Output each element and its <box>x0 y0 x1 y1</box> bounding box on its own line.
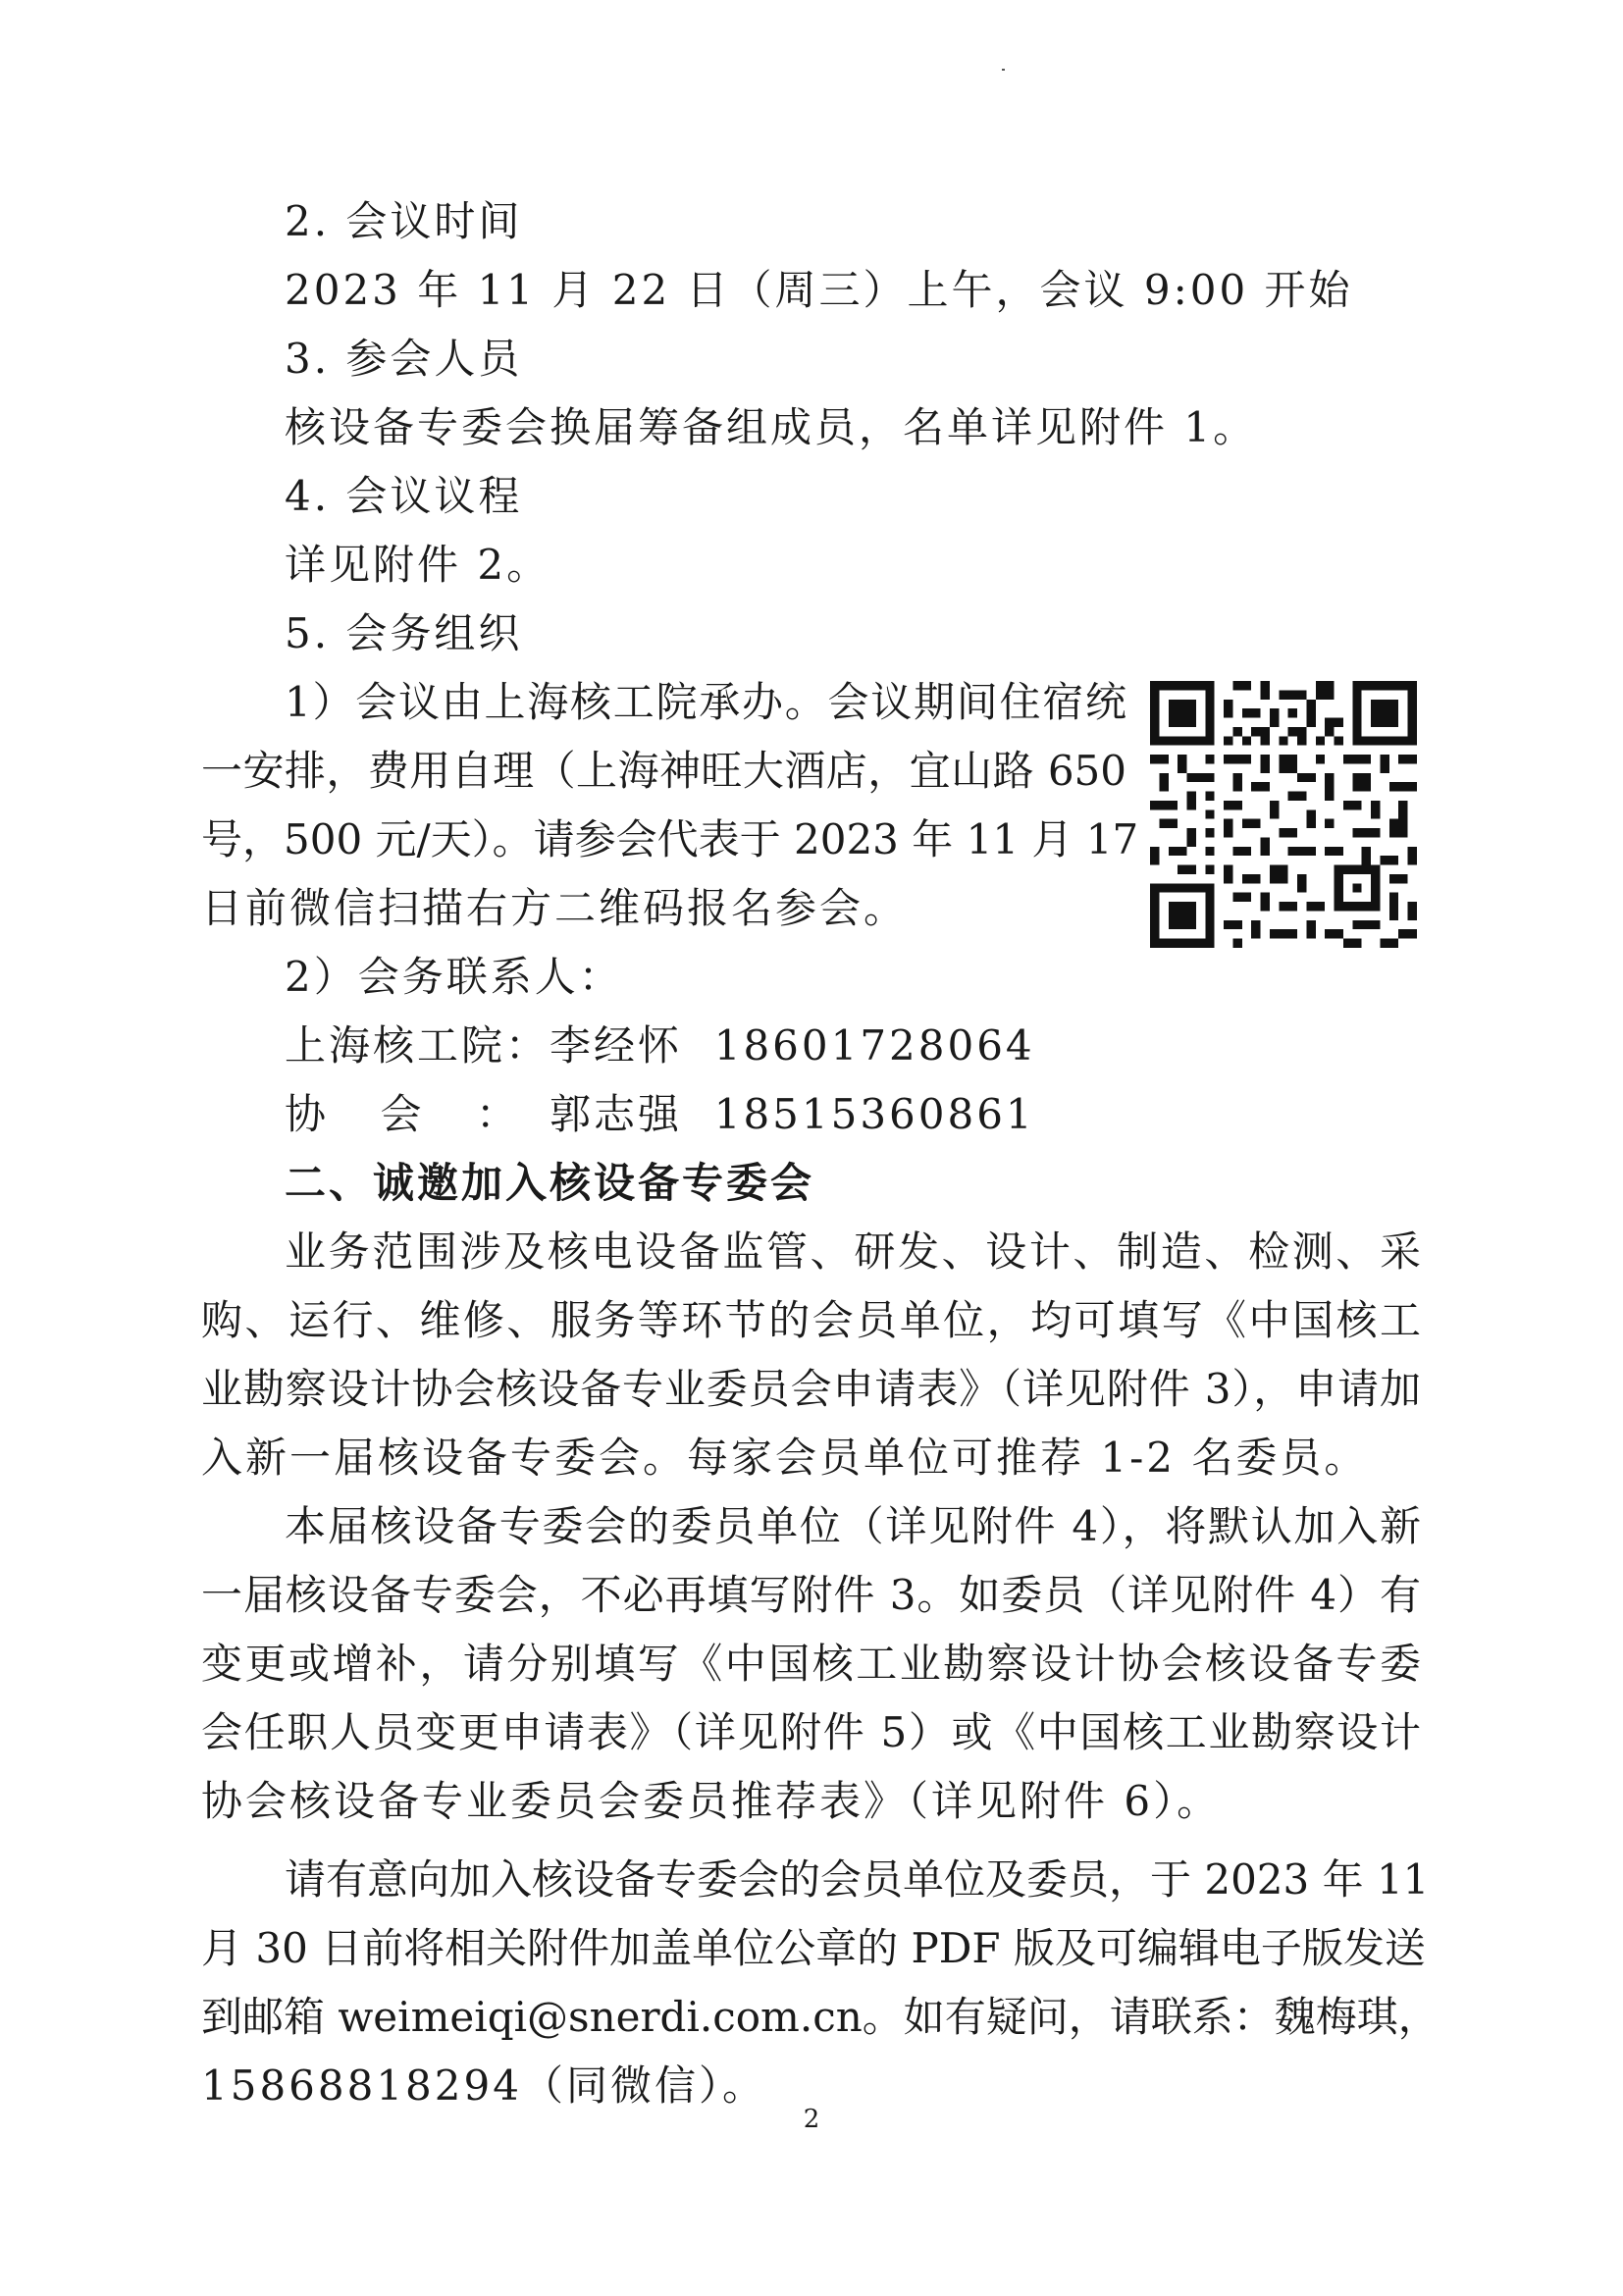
attendees-text: 核设备专委会换届筹备组成员，名单详见附件 1。 <box>285 403 1258 451</box>
organization-para-line-3: 号，500 元/天）。请参会代表于 2023 年 11 月 17 <box>201 815 1139 863</box>
contact-row <box>285 1087 1035 1142</box>
contact-org: 协会： <box>285 1090 520 1138</box>
contact-phone[interactable]: 18515360861 <box>713 1090 1035 1138</box>
scan-speck <box>1002 69 1005 71</box>
members-para-line-5: 协会核设备专业委员会委员推荐表》（详见附件 6）。 <box>201 1777 1222 1825</box>
heading-agenda: 4. 会议议程 <box>285 472 523 520</box>
contact-org: 上海核工院： <box>285 1021 550 1070</box>
join-para-line-1: 业务范围涉及核电设备监管、研发、设计、制造、检测、采 <box>285 1227 1421 1276</box>
organization-para-line-2: 一安排，费用自理（上海神旺大酒店，宜山路 650 <box>201 747 1126 795</box>
page-number: 2 <box>803 2105 820 2134</box>
heading-organization: 5. 会务组织 <box>285 609 523 657</box>
registration-qr-code[interactable] <box>1150 681 1417 948</box>
section-heading-join: 二、诚邀加入核设备专委会 <box>285 1159 815 1207</box>
submit-para-line-2: 月 30 日前将相关附件加盖单位公章的 PDF 版及可编辑电子版发送 <box>201 1924 1426 1972</box>
contact-row <box>285 1018 1035 1073</box>
submit-para-line-1: 请有意向加入核设备专委会的会员单位及委员，于 2023 年 11 <box>285 1855 1430 1904</box>
agenda-text: 详见附件 2。 <box>285 541 551 589</box>
join-para-line-4: 入新一届核设备专委会。每家会员单位可推荐 1-2 名委员。 <box>201 1434 1369 1482</box>
heading-attendees: 3. 参会人员 <box>285 335 523 383</box>
heading-meeting-time: 2. 会议时间 <box>285 197 523 245</box>
organization-para-line-1: 1）会议由上海核工院承办。会议期间住宿统 <box>285 678 1126 726</box>
members-para-line-2: 一届核设备专委会，不必再填写附件 3。如委员（详见附件 4）有 <box>201 1571 1421 1619</box>
heading-contacts: 2）会务联系人： <box>285 953 623 1001</box>
members-para-line-3: 变更或增补，请分别填写《中国核工业勘察设计协会核设备专委 <box>201 1640 1421 1688</box>
join-para-line-2: 购、运行、维修、服务等环节的会员单位，均可填写《中国核工 <box>201 1296 1421 1344</box>
members-para-line-1: 本届核设备专委会的委员单位（详见附件 4），将默认加入新 <box>285 1502 1421 1550</box>
join-para-line-3: 业勘察设计协会核设备专业委员会申请表》（详见附件 3），申请加 <box>201 1365 1421 1413</box>
contact-phone[interactable]: 18601728064 <box>713 1021 1035 1070</box>
contact-name: 李经怀 <box>550 1021 683 1070</box>
meeting-time-text: 2023 年 11 月 22 日（周三）上午，会议 9:00 开始 <box>285 266 1353 314</box>
submit-para-line-3: 到邮箱 weimeiqi@snerdi.com.cn。如有疑问，请联系：魏梅琪， <box>201 1993 1440 2041</box>
submit-para-line-4: 15868818294（同微信）。 <box>201 2061 766 2110</box>
organization-para-line-4: 日前微信扫描右方二维码报名参会。 <box>201 884 909 932</box>
members-para-line-4: 会任职人员变更申请表》（详见附件 5）或《中国核工业勘察设计 <box>201 1708 1421 1756</box>
contact-name: 郭志强 <box>550 1090 683 1138</box>
